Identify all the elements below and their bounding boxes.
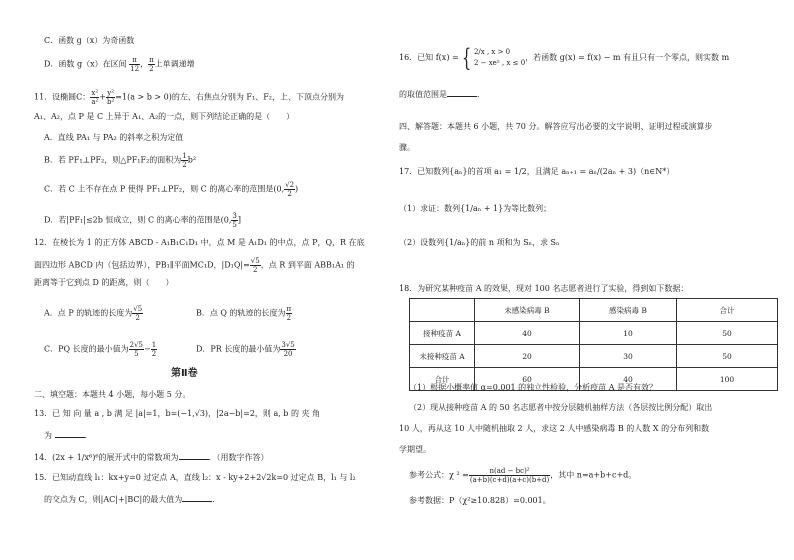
table-header-row: 未感染病毒 B 感染病毒 B 合计 bbox=[410, 299, 778, 322]
section-answer-header-line2: 骤。 bbox=[399, 143, 415, 152]
table-row: 合计 60 40 100 bbox=[410, 368, 778, 391]
q18-part2-line2: 10 人，再从这 10 人中随机抽取 2 人，求这 2 人中感染病毒 B 的人数 X 的分布列和数 bbox=[399, 424, 710, 433]
q14: 14．(2x + 1/x⁶)⁶的展开式中的常数项为 ．（用数字作答） bbox=[34, 453, 269, 462]
table-row: 接种疫苗 A 40 10 50 bbox=[410, 322, 778, 345]
q17-line1: 17．已知数列{aₙ}的首项 a₁ = 1/2，且满足 aₙ₊₁ = aₙ/(2aₙ + 3)（n∈N*） bbox=[399, 167, 675, 176]
q12-option-a: A．点 P 的轨迹的长度为 $\frac{√5}{2}$ bbox=[44, 305, 143, 322]
q18-line1: 18．为研究某种疫苗 A 的效果，现对 100 名志愿者进行了实验，得到如下数据： bbox=[399, 284, 689, 293]
q10-option-d: D．函数 g（x）在区间 $\frac{\pi}{12}$ ， $\frac{\pi}{2}$ 上单调递增 bbox=[44, 56, 195, 73]
q11-line2: A₁、A₂，点 P 是 C 上异于 A₁、A₂的一点，则下列结论正确的是（ ） bbox=[34, 112, 295, 121]
section-fill-in-header: 二、填空题：本题共 4 小题，每小题 5 分。 bbox=[34, 390, 191, 399]
q11-option-c: C．若 C 上不存在点 P 使得 PF₁⊥PF₂，则 C 的离心率的范围是(0, $\frac{√2}{2}$ ) bbox=[44, 181, 299, 198]
reference-data: 参考数据：P（χ²≥10.828）=0.001。 bbox=[409, 496, 551, 505]
q11-option-b: B．若 PF₁⊥PF₂，则△PF₁F₂的面积为 $\frac{1}{2}$ b² bbox=[44, 152, 197, 169]
q18-part2-line3: 学期望。 bbox=[399, 445, 431, 454]
q18-part1: （1）根据小概率值 α=0.001 的独立性检验，分析疫苗 A 是否有效？ bbox=[409, 383, 658, 392]
q18-part2-line1: （2）现从接种疫苗 A 的 50 名志愿者中按分层随机抽样方法（各层按比例分配）取出 bbox=[409, 403, 713, 412]
q12-option-d: D．PR 长度的最小值为 $\frac{3√5}{20}$ bbox=[196, 341, 295, 358]
q11-option-d: D．若|PF₁|≤2b 恒成立，则 C 的离心率的范围是(0, $\frac{3}{5}$ ] bbox=[44, 212, 241, 229]
q16-line2: 的取值范围是 ． bbox=[399, 90, 485, 99]
table-row: 未接种疫苗 A 20 30 50 bbox=[410, 345, 778, 368]
q13-line2: 为 ． bbox=[44, 431, 93, 440]
q17-part1: （1）求证：数列{1/aₙ + 1}为等比数列； bbox=[399, 204, 552, 213]
q16-line1: 16．已知 f(x) = { 2/x , x > 0 2 − xeˣ , x ≤ 0 ，若函数 g(x) = f(x) − m 有且只有一个零点，则实数 m bbox=[399, 44, 730, 72]
section-answer-header-line1: 四、解答题：本题共 6 小题，共 70 分。解答应写出必要的文字说明、证明过程或演算步 bbox=[399, 122, 713, 131]
q15-line2: 的交点为 C，则|AC|+|BC|的最大值为 ． bbox=[44, 495, 221, 504]
q12-option-b: B．点 Q 的轨迹的长度为 $\frac{\pi}{2}$ bbox=[196, 305, 292, 322]
reference-formula: 参考公式：χ ² = $\frac{\text{n(ad − bc)²}}{(a+b)(c+d)(a+c)(b+d)}$ ，其中 n=a+b+c+d。 bbox=[409, 467, 637, 484]
q15-line1: 15．已知动直线 l₁：kx+y=0 过定点 A，直线 l₂：x - ky+2+2√2k=0 过定点 B，l₁ 与 l₂ bbox=[34, 473, 356, 482]
q11-option-a: A．直线 PA₁ 与 PA₂ 的斜率之积为定值 bbox=[44, 133, 184, 142]
q10-option-c: C．函数 g（x）为奇函数 bbox=[44, 36, 135, 45]
q12-line1: 12．在棱长为 1 的正方体 ABCD - A₁B₁C₁D₁ 中，点 M 是 A₁D₁ 的中点，点 P，Q，R 在底 bbox=[34, 238, 365, 247]
part-two-title: 第Ⅱ卷 bbox=[171, 368, 198, 379]
data-table bbox=[409, 298, 778, 391]
q12-line3: 距离等于它到点 D 的距离，则（ ） bbox=[34, 278, 174, 287]
q17-part2: （2）设数列{1/aₙ}的前 n 项和为 Sₙ，求 Sₙ bbox=[399, 238, 560, 247]
q11-line1: 11．设椭圆C： $\frac{\text{x²}}{\text{a²}}$ + $\frac{\text{y²}}{\text{b²}}$ =1(a > b > 0)的左、右焦点分别为 F₁、F₂，上、下顶点分别为 bbox=[34, 89, 344, 106]
q12-line2: 面四边形 ABCD 内（包括边界），PB₁∥平面MC₁D，|D₁Q|= $\frac{√5}{2}$ ，点 R 到平面 ABB₁A₁ 的 bbox=[34, 257, 355, 274]
q12-option-c: C．PQ 长度的最小值为 $\frac{2√5}{5}$ − $\frac{1}{2}$ bbox=[44, 341, 157, 358]
q13-line1: 13．已 知 向 量 a , b 满 足 |a|=1，b=(−1,√3)，|2a−b|=2，则 a, b 的 夹 角 bbox=[34, 409, 321, 418]
